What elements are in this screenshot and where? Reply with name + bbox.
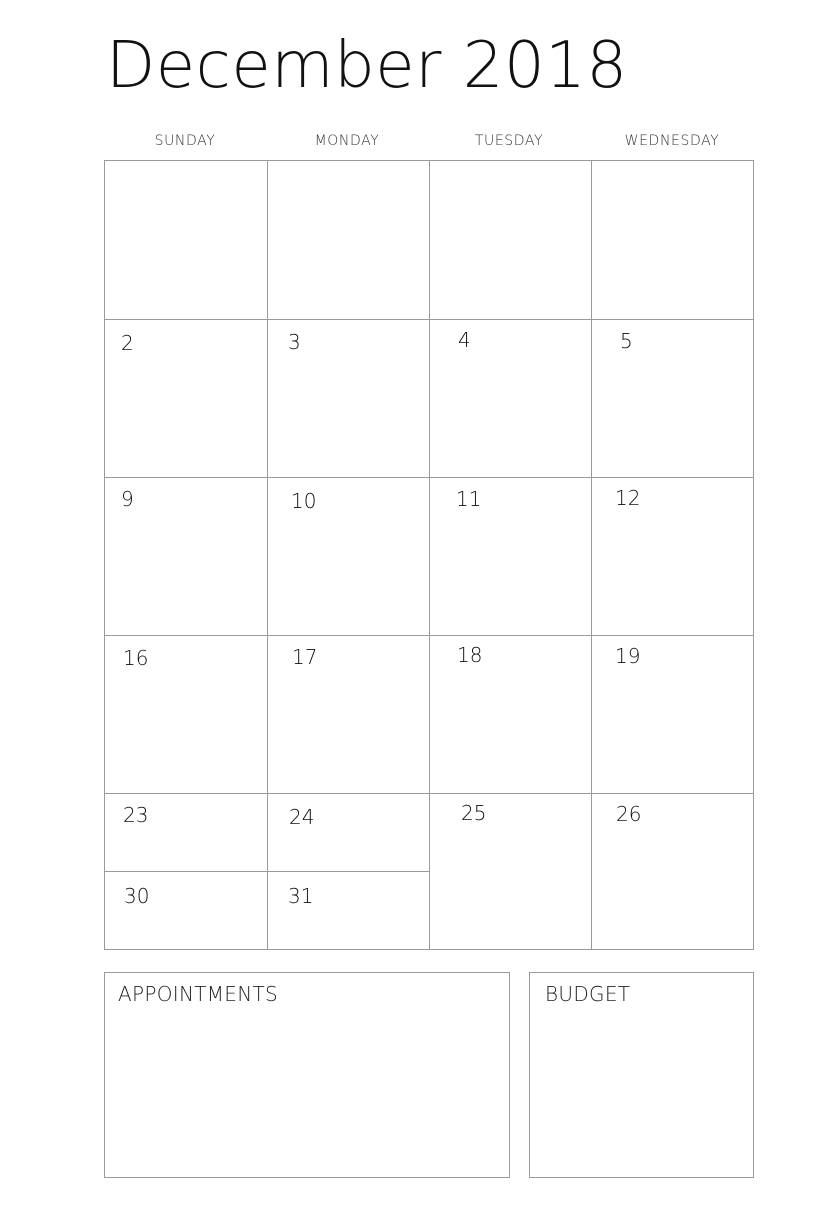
budget-box[interactable] <box>529 972 754 1178</box>
day-cell-number: 23 <box>123 803 149 827</box>
day-cell-number: 24 <box>289 805 315 829</box>
day-cell-number: 30 <box>124 884 150 908</box>
day-cell-number: 10 <box>291 489 317 513</box>
day-cell-number: 17 <box>292 645 318 669</box>
day-cell-number: 31 <box>288 884 314 908</box>
day-header-sunday: SUNDAY <box>154 133 216 149</box>
grid-line <box>105 793 753 794</box>
day-cell-number: 2 <box>121 331 134 355</box>
day-cell-number: 16 <box>123 646 149 670</box>
grid-line <box>105 477 753 478</box>
day-cell-number: 4 <box>458 328 471 352</box>
day-cell-number: 3 <box>288 330 301 354</box>
grid-line <box>105 319 753 320</box>
day-cell-number: 12 <box>615 486 641 510</box>
grid-line <box>429 161 430 949</box>
grid-line <box>105 871 430 872</box>
day-header-tuesday: TUESDAY <box>474 133 544 149</box>
day-header-monday: MONDAY <box>314 133 380 149</box>
grid-line <box>591 161 592 949</box>
calendar-grid <box>104 160 754 950</box>
day-cell-number: 18 <box>457 643 483 667</box>
day-cell-number: 25 <box>461 801 487 825</box>
day-cell-number: 26 <box>616 802 642 826</box>
month-title: December 2018 <box>106 29 628 103</box>
day-cell-number: 9 <box>121 487 134 511</box>
day-cell-number: 11 <box>456 487 482 511</box>
grid-line <box>267 161 268 949</box>
appointments-box[interactable] <box>104 972 510 1178</box>
day-cell-number: 19 <box>615 644 641 668</box>
appointments-label: APPOINTMENTS <box>118 982 278 1006</box>
day-header-wednesday: WEDNESDAY <box>624 133 720 149</box>
grid-line <box>105 635 753 636</box>
budget-label: BUDGET <box>545 982 631 1006</box>
day-cell-number: 5 <box>620 329 633 353</box>
